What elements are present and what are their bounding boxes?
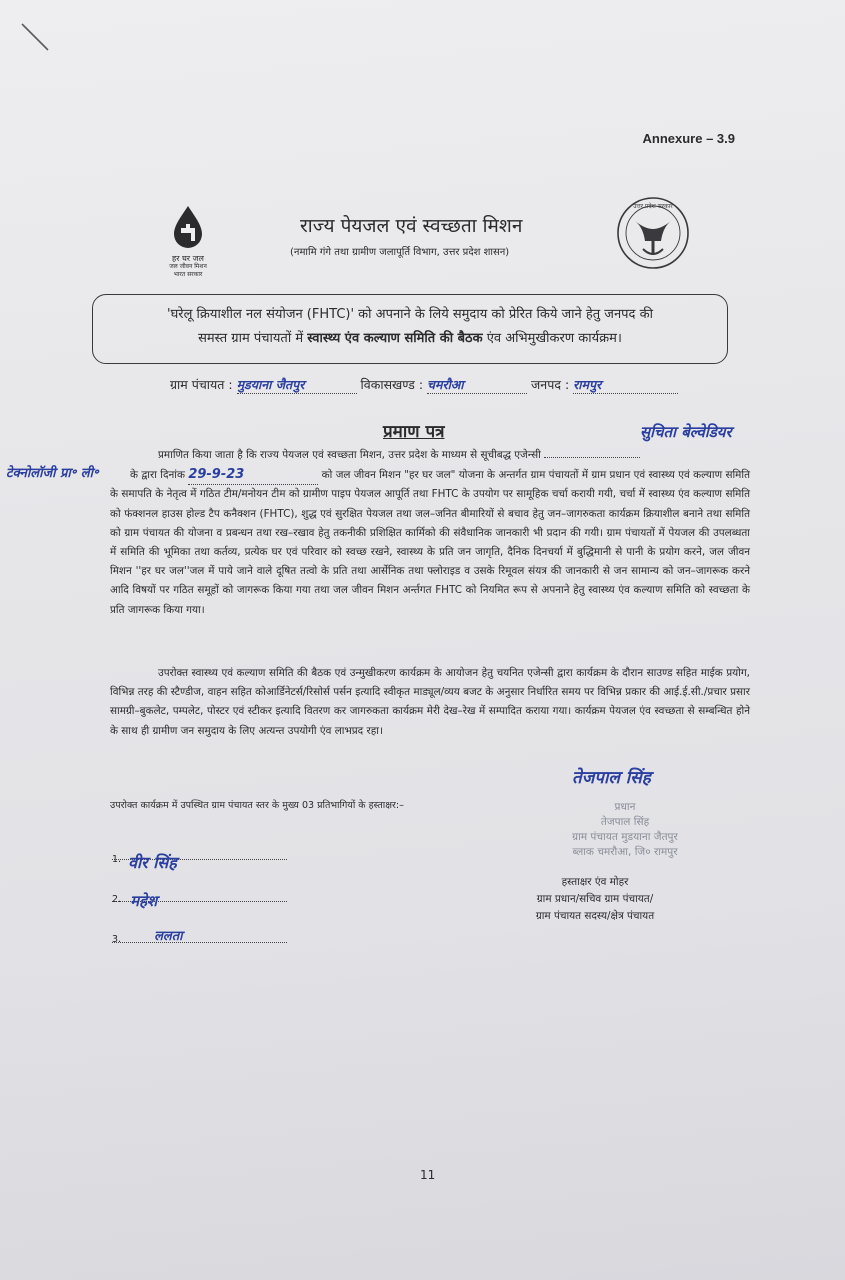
pradhan-stamp	[540, 800, 710, 860]
program-line-1: 'घरेलू क्रियाशील नल संयोजन (FHTC)' को अपनाने के लिये समुदाय को प्रेरित किये जाने हेतु जनपद की	[167, 307, 653, 322]
program-line-2-bold: स्वास्थ्य एंव कल्याण समिति की बैठक	[307, 331, 483, 346]
participant-signature-2	[112, 887, 287, 910]
stamp-line-1: प्रधान	[614, 801, 636, 813]
program-title-box	[92, 294, 728, 364]
paper-crease-mark	[18, 20, 52, 54]
para1-part-b: के द्वारा दिनांक	[130, 469, 185, 482]
sign-line-2: ग्राम प्रधान/सचिव ग्राम पंचायत/	[536, 893, 654, 905]
district-value: रामपुर	[573, 376, 678, 394]
district-label: जनपद :	[531, 377, 570, 392]
stamp-line-2: तेजपाल सिंह	[600, 816, 650, 828]
gram-panchayat-value: मुडयाना जैतपुर	[237, 376, 357, 394]
participant-num-2: 2.	[112, 894, 122, 905]
up-government-seal-icon	[615, 193, 691, 275]
stamp-line-4: ब्लाक चमरौआ, जि० रामपुर	[572, 846, 678, 858]
block-label: विकासखण्ड :	[360, 377, 424, 392]
block-value: चमरौआ	[427, 376, 527, 394]
signature-designation-block	[505, 874, 685, 925]
para2-text: उपरोक्त स्वास्थ्य एवं कल्याण समिति की बैठक एवं उन्मुखीकरण कार्यक्रम के आयोजन हेतु चयनित एजेन्सी द्वारा कार्यक्रम के दौरान साउण्ड सहित माईक प्रयोग, विभिन्न तरह की स्टैण्डीज, वाहन सहित कोआर्डिनेटर्स/रिसोर्स पर्सन इत्यादि स्वीकृत माड्यूल/व्यय बजट के अनुसार निर्धारित समय पर विभिन्न प्रकार की आई.ई.सी./प्रचार प्रसार सामग्री–बुकलेट, पम्पलेट, पोस्टर एवं स्टीकर इत्यादि वितरण कर जागरुकता कार्यक्रम मेरी देख–रेख में सम्पादित कराया गया। कार्यक्रम पेयजल एंव स्वच्छता से सम्बन्धित होने के साथ ही ग्रामीण जन समुदाय के लिए अत्यन्त उपयोगी एंव लाभप्रद रहा।	[110, 667, 750, 737]
sign-line-3: ग्राम पंचायत सदस्य/क्षेत्र पंचायत	[535, 910, 655, 922]
para1-part-a: प्रमाणित किया जाता है कि राज्य पेयजल एवं स्वच्छता मिशन, उत्तर प्रदेश के माध्यम से सूचीबद्ध एजेन्सी	[158, 449, 541, 461]
agency-handwritten: सुचिता बेल्वेडियर	[640, 423, 732, 441]
logo-caption-1: हर घर जल	[172, 254, 204, 263]
annexure-label: Annexure – 3.9	[642, 131, 735, 146]
program-date-value: 29-9-23	[188, 465, 318, 485]
location-fields-row	[170, 376, 678, 394]
participant-sign-1: वीर सिंह	[128, 853, 177, 872]
logo-caption-2: जल जीवन मिशन	[169, 263, 207, 270]
agency-handwritten-continued: टेक्नोलॉजी प्रा॰ ली॰	[6, 466, 99, 481]
gram-panchayat-label: ग्राम पंचायत :	[170, 377, 233, 392]
program-line-2-pre: समस्त ग्राम पंचायतों में	[198, 331, 308, 346]
participant-signature-3	[112, 928, 287, 943]
program-line-2-post: एंव अभिमुखीकरण कार्यक्रम।	[482, 331, 622, 346]
har-ghar-jal-logo	[158, 204, 218, 279]
participant-sign-2: महेश	[130, 892, 158, 910]
logo-caption-3: भारत सरकार	[173, 271, 203, 278]
sign-line-1: हस्ताक्षर एंव मोहर	[561, 876, 629, 888]
stamp-line-3: ग्राम पंचायत मुडयाना जैतपुर	[572, 831, 678, 843]
certificate-paragraph-2	[110, 664, 750, 741]
participant-signature-1	[112, 845, 287, 872]
participant-num-1: 1.	[112, 854, 122, 865]
para1-part-c: को जल जीवन मिशन "हर घर जल" योजना के अन्तर्गत ग्राम पंचायतों में ग्राम प्रधान एवं स्वास्थ्य एवं कल्याण समिति के समापति के नेतृत्व में गठित टीम/मनोयन टीम को ग्रामीण पाइप पेयजल आपूर्ति तथा FHTC के उपयोग पर सामूहिक चर्चा करायी गयी, चर्चा में स्वास्थ्य एंव कल्याण समिति को फंक्शनल हाउस होल्ड टैप कनैक्शन (FHTC), शुद्ध एवं सुरक्षित पेयजल तथा जल–जनित बीमारियों से बचाव हेतु जन–जागरुकता कार्यक्रम क्रियाशील बनाने तथा समिति को ग्राम पंचायत की योजना व प्रबन्धन तथा रख–रखाव हेतु तकनीकी प्रशिक्षित कार्मिको की संवैधानिक जानकारी भी प्रदान की गयी। ग्राम पंचायतों में पेयजल की उपलब्धता में समिति की भूमिका तथा कर्तव्य, प्रत्येक घर एवं परिवार को स्वच्छ रखने, स्वास्थ्य के प्रति जन जागृति, दैनिक दिनचर्या में बुद्धिमानी से पानी के प्रयोग करने, जल जीवन मिशन ''हर घर जल''जल में पाये जाने वाले दूषित तत्वो के प्रति तथा आर्सेनिक तथा फ्लोराइड व उसके रिमूवल संयत्र की जानकारी से जन सामान्य को जन–जागरूक करने आदि विषयों पर गठित समूहों को जागरूक किया गया तथा जल जीवन मिशन अर्न्तगत FHTC को नियमित रूप से अपनाने हेतु स्वास्थ्य एंव कल्याण समिति को स्वच्छता के प्रति जागरूक किया गया।	[110, 469, 750, 616]
seal-text: उत्तर प्रदेश सरकार	[633, 203, 673, 210]
program-line-2	[93, 327, 727, 351]
page-number: 11	[420, 1168, 436, 1182]
participant-num-3: 3.	[112, 934, 122, 945]
pradhan-signature: तेजपाल सिंह	[572, 768, 651, 788]
water-drop-tap-icon	[170, 204, 206, 250]
certificate-title: प्रमाण पत्र	[383, 422, 445, 442]
certificate-paragraph-1	[110, 446, 750, 620]
participants-note: उपरोक्त कार्यक्रम में उपस्थित ग्राम पंचायत स्तर के मुख्य 03 प्रतिभागियों के हस्ताक्षर:–	[110, 800, 404, 811]
mission-title: राज्य पेयजल एवं स्वच्छता मिशन	[300, 215, 523, 237]
mission-subtitle: (नमामि गंगे तथा ग्रामीण जलापूर्ति विभाग, उत्तर प्रदेश शासन)	[290, 247, 510, 258]
participant-sign-3: ललता	[154, 929, 183, 944]
